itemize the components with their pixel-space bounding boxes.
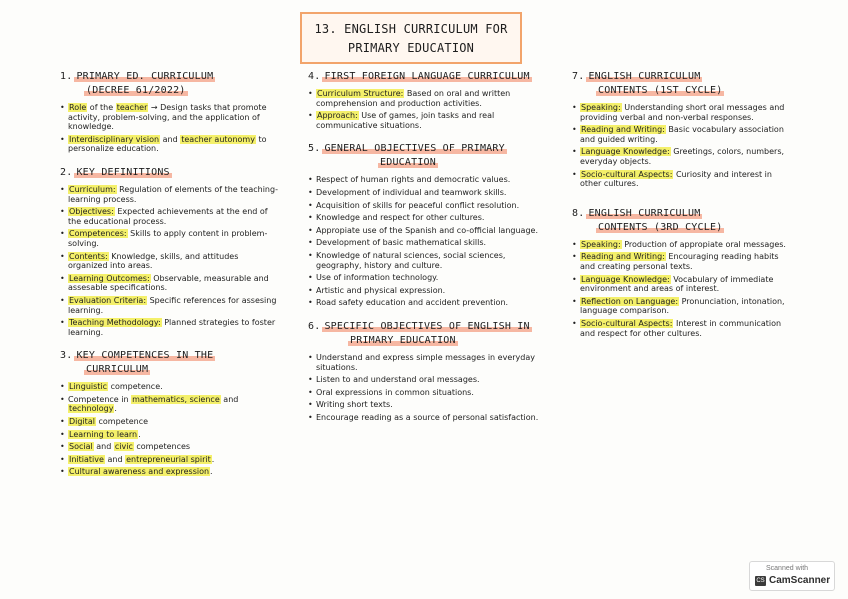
list-item: • Reading and Writing: Encouraging reading habits and creating personal texts. bbox=[572, 252, 794, 271]
list-item: • Oral expressions in common situations. bbox=[308, 388, 548, 398]
list-item: • Socio-cultural Aspects: Interest in communication and respect for other cultures. bbox=[572, 319, 794, 338]
list-item: • Teaching Methodology: Planned strategies to foster learning. bbox=[60, 318, 280, 337]
list-item: • Contents: Knowledge, skills, and attitudes organized into areas. bbox=[60, 252, 280, 271]
list-item: • Competence in mathematics, science and technology. bbox=[60, 395, 280, 414]
list-item: • Linguistic competence. bbox=[60, 382, 280, 392]
list-item: • Curriculum: Regulation of elements of the teaching-learning process. bbox=[60, 185, 280, 204]
list-item: • Learning Outcomes: Observable, measurable and assesable specifications. bbox=[60, 274, 280, 293]
document-title bbox=[300, 12, 522, 64]
list-item: • Writing short texts. bbox=[308, 400, 548, 410]
list-item: • Digital competence bbox=[60, 417, 280, 427]
list-item: • Evaluation Criteria: Specific references for assesing learning. bbox=[60, 296, 280, 315]
list-item: • Socio-cultural Aspects: Curiosity and interest in other cultures. bbox=[572, 170, 794, 189]
section-specific-objectives bbox=[308, 320, 548, 423]
list-item: • Listen to and understand oral messages. bbox=[308, 375, 548, 385]
list-item: • Language Knowledge: Vocabulary of immediate environment and areas of interest. bbox=[572, 275, 794, 294]
column-left bbox=[60, 70, 280, 489]
section-foreign-language bbox=[308, 70, 548, 130]
list-item: • Interdisciplinary vision and teacher autonomy to personalize education. bbox=[60, 135, 280, 154]
list-item: • Language Knowledge: Greetings, colors, numbers, everyday objects. bbox=[572, 147, 794, 166]
section-heading: 7. ENGLISH CURRICULUM CONTENTS (1ST CYCLE) bbox=[572, 71, 723, 96]
section-heading: 1. PRIMARY ED. CURRICULUM (DECREE 61/2022) bbox=[60, 71, 214, 96]
list-item: • Role of the teacher → Design tasks that promote activity, problem-solving, and the application of knowledge. bbox=[60, 103, 280, 132]
list-item: • Reflection on Language: Pronunciation, intonation, language comparison. bbox=[572, 297, 794, 316]
section-heading: 6. SPECIFIC OBJECTIVES OF ENGLISH IN PRIMARY EDUCATION bbox=[308, 320, 530, 346]
list-item: • Encourage reading as a source of personal satisfaction. bbox=[308, 413, 548, 423]
list-item: • Appropiate use of the Spanish and co-official language. bbox=[308, 226, 548, 236]
section-heading: 5. GENERAL OBJECTIVES OF PRIMARY EDUCATION bbox=[308, 143, 505, 169]
list-item: • Understand and express simple messages in everyday situations. bbox=[308, 353, 548, 372]
list-item: • Objectives: Expected achievements at the end of the educational process. bbox=[60, 207, 280, 226]
section-heading: 8. ENGLISH CURRICULUM CONTENTS (3RD CYCLE) bbox=[572, 207, 723, 233]
list-item: • Cultural awareness and expression. bbox=[60, 467, 280, 477]
section-contents-third-cycle bbox=[572, 207, 794, 338]
list-item: • Social and civic competences bbox=[60, 442, 280, 452]
list-item: • Speaking: Understanding short oral messages and providing verbal and non-verbal responses. bbox=[572, 103, 794, 122]
list-item: • Initiative and entrepreneurial spirit. bbox=[60, 455, 280, 465]
list-item: • Road safety education and accident prevention. bbox=[308, 298, 548, 308]
list-item: • Use of information technology. bbox=[308, 273, 548, 283]
camscanner-logo-icon: CS bbox=[756, 578, 765, 584]
section-heading: 2. KEY DEFINITIONS bbox=[60, 166, 170, 178]
list-item: • Development of individual and teamwork skills. bbox=[308, 188, 548, 198]
camscanner-watermark: Scanned with CS CamScanner bbox=[749, 561, 835, 591]
section-key-competences bbox=[60, 349, 280, 477]
list-item: • Respect of human rights and democratic values. bbox=[308, 175, 548, 185]
list-item: • Speaking: Production of appropiate oral messages. bbox=[572, 240, 794, 250]
list-item: • Acquisition of skills for peaceful conflict resolution. bbox=[308, 201, 548, 211]
list-item: • Learning to learn. bbox=[60, 430, 280, 440]
column-right bbox=[572, 70, 794, 350]
title-line-2: PRIMARY EDUCATION bbox=[347, 41, 475, 55]
list-item: • Competences: Skills to apply content in problem-solving. bbox=[60, 229, 280, 248]
section-key-definitions bbox=[60, 166, 280, 337]
section-heading: 3. KEY COMPETENCES IN THE CURRICULUM bbox=[60, 350, 214, 376]
list-item: • Reading and Writing: Basic vocabulary association and guided writing. bbox=[572, 125, 794, 144]
list-item: • Knowledge of natural sciences, social sciences, geography, history and culture. bbox=[308, 251, 548, 270]
section-heading: 4. FIRST FOREIGN LANGUAGE CURRICULUM bbox=[308, 71, 530, 82]
list-item: • Development of basic mathematical skills. bbox=[308, 238, 548, 248]
list-item: • Artistic and physical expression. bbox=[308, 286, 548, 296]
section-primary-curriculum bbox=[60, 70, 280, 154]
list-item: • Approach: Use of games, join tasks and real communicative situations. bbox=[308, 111, 548, 130]
title-line-1: 13. ENGLISH CURRICULUM FOR bbox=[314, 22, 508, 36]
list-item: • Curriculum Structure: Based on oral and written comprehension and production activities. bbox=[308, 89, 548, 108]
section-general-objectives bbox=[308, 142, 548, 308]
column-middle bbox=[308, 70, 548, 434]
list-item: • Knowledge and respect for other cultures. bbox=[308, 213, 548, 223]
section-contents-first-cycle bbox=[572, 70, 794, 189]
